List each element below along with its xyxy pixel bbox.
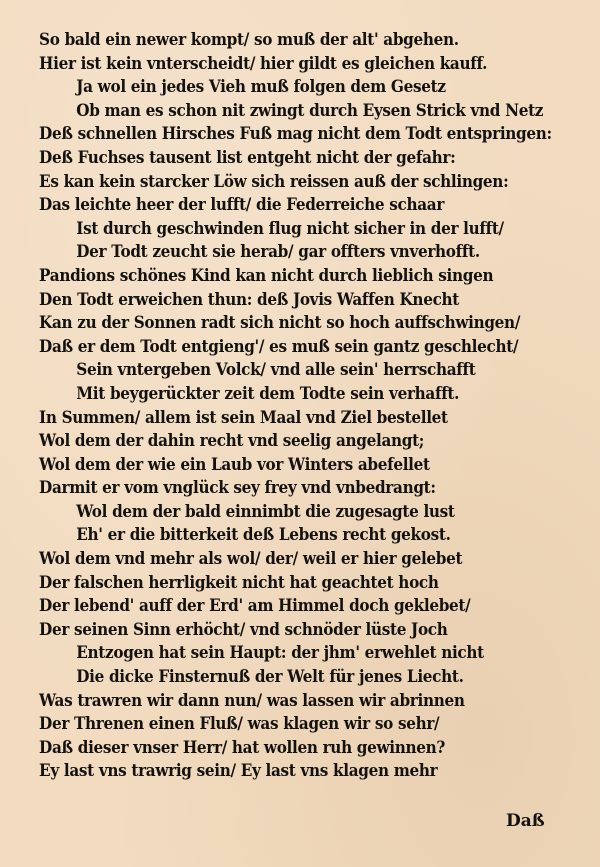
poem-line: Deß Fuchses tausent list entgeht nicht der gefahr: xyxy=(39,147,456,167)
poem-line: Wol dem der bald einnimbt die zugesagte lust xyxy=(76,501,455,521)
poem-line: Der lebend' auff der Erd' am Himmel doch geklebet/ xyxy=(39,596,471,616)
poem-text-block xyxy=(0,28,600,783)
poem-line: Wol dem der wie ein Laub vor Winters abefellet xyxy=(39,454,430,474)
poem-line: Hier ist kein vnterscheidt/ hier gildt es gleichen kauff. xyxy=(39,53,488,73)
poem-line: Ob man es schon nit zwingt durch Eysen Strick vnd Netz xyxy=(76,100,544,120)
poem-line: Mit beygerückter zeit dem Todte sein verhafft. xyxy=(76,383,460,403)
poem-line: Entzogen hat sein Haupt: der jhm' erwehlet nicht xyxy=(76,643,484,663)
poem-line: Ist durch geschwinden flug nicht sicher in der lufft/ xyxy=(76,218,504,238)
poem-line: Der Threnen einen Fluß/ was klagen wir so sehr/ xyxy=(39,714,440,734)
poem-line: Darmit er vom vnglück sey frey vnd vnbedrangt: xyxy=(39,478,436,498)
poem-line: Wol dem vnd mehr als wol/ der/ weil er hier gelebet xyxy=(39,549,463,569)
poem-line: Sein vntergeben Volck/ vnd alle sein' herrschafft xyxy=(76,360,476,380)
poem-line: Wol dem der dahin recht vnd seelig angelangt; xyxy=(39,431,425,451)
poem-line: Ey last vns trawrig sein/ Ey last vns klagen mehr xyxy=(39,761,438,781)
poem-line: Die dicke Finsternuß der Welt für jenes Liecht. xyxy=(76,667,464,687)
poem-line: Kan zu der Sonnen radt sich nicht so hoch auffschwingen/ xyxy=(39,313,521,333)
poem-line: In Summen/ allem ist sein Maal vnd Ziel bestellet xyxy=(39,407,448,427)
poem-line: Der falschen herrligkeit nicht hat geachtet hoch xyxy=(39,572,439,592)
poem-line: Ja wol ein jedes Vieh muß folgen dem Gesetz xyxy=(76,77,446,97)
poem-line: Den Todt erweichen thun: deß Jovis Waffen Knecht xyxy=(39,289,459,309)
poem-line: Daß dieser vnser Herr/ hat wollen ruh gewinnen? xyxy=(39,737,446,757)
poem-line: So bald ein newer kompt/ so muß der alt' abgehen. xyxy=(39,30,459,49)
poem-line: Eh' er die bitterkeit deß Lebens recht gekost. xyxy=(76,525,451,545)
poem-line: Daß er dem Todt entgieng'/ es muß sein gantz geschlecht/ xyxy=(39,336,519,356)
poem-line: Es kan kein starcker Löw sich reissen auß der schlingen: xyxy=(39,171,509,191)
poem-line: Der seinen Sinn erhöcht/ vnd schnöder lüste Joch xyxy=(39,619,448,639)
poem-line: Das leichte heer der lufft/ die Federreiche schaar xyxy=(39,195,445,215)
catchword: Daß xyxy=(506,811,545,831)
poem-line: Pandions schönes Kind kan nicht durch lieblich singen xyxy=(39,265,494,285)
poem-line: Deß schnellen Hirsches Fuß mag nicht dem Todt entspringen: xyxy=(39,124,552,144)
poem-line: Der Todt zeucht sie herab/ gar offters vnverhofft. xyxy=(76,242,480,262)
poem-line: Was trawren wir dann nun/ was lassen wir abrinnen xyxy=(39,690,465,710)
